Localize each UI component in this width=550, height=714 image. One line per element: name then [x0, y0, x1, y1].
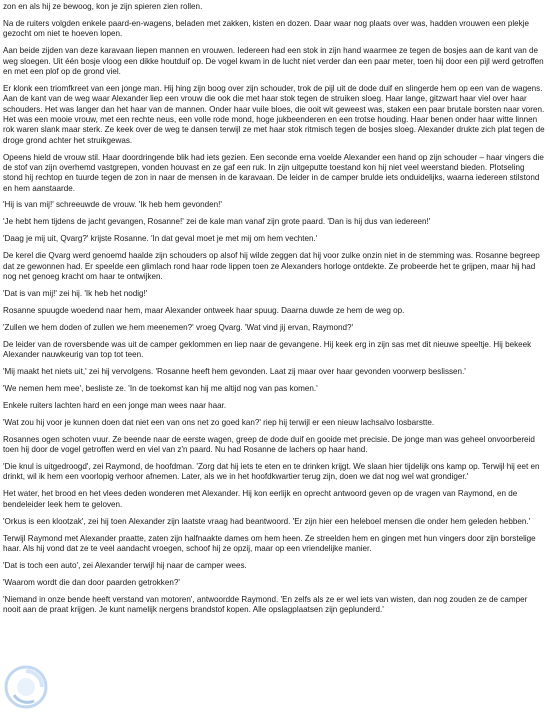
paragraph-22: Terwijl Raymond met Alexander praatte, zaten zijn halfnaakte dames om hem heen. Ze streelden hem en gingen met hun vingers door zijn borstelige haar. Als hij vond dat ze te veel aandacht vroegen, schoof hij ze opzij, maar op een vriendelijke manier.	[3, 533, 536, 553]
paragraph-6: 'Hij is van mij!' schreeuwde de vrouw. 'Ik heb hem gevonden!'	[3, 200, 222, 210]
paragraph-3: Aan beide zijden van deze karavaan liepen mannen en vrouwen. Iedereen had een stok in zijn hand waarmee ze tegen de bosjes aan de kant van de weg sloegen. Uit één bosje vloog een dikke houtduif op. De vogel kwam in de lucht niet verder dan een paar meter, toen hij door een pijl werd getroffen en met een plof op de grond viel.	[3, 46, 544, 76]
paragraph-10: 'Dat is van mij!' zei hij. 'Ik heb het nodig!'	[3, 288, 148, 298]
paragraph-4: Er klonk een triomfkreet van een jonge man. Hij hing zijn boog over zijn schouder, trok de pijl uit de dode duif en slingerde hem op een van de wagens. Aan de kant van de weg waar Alexander liep een vrouw die ook die met haar stok tegen de struiken sloeg. Haar lange, gitzwart haar viel over haar schouders. Het was langer dan het haar van de mannen. Onder haar vuile bloes, die ooit wit geweest was, staken een paar brutale borsten naar voren. Het was een mooie vrouw, met een rechte neus, een volle rode mond, hoge jukbeenderen en een trotse houding. Haar benen onder haar witte linnen rok waren slank maar sterk. Ze keek over de weg te dansen terwijl ze met haar stok ritmisch tegen de bosjes sloeg. Alexander drukte zich plat tegen de droge grond achter het struikgewas.	[3, 83, 545, 145]
paragraph-23: 'Dat is toch een auto', zei Alexander terwijl hij naar de camper wees.	[3, 560, 247, 570]
document-page	[3, 2, 546, 622]
paragraph-7: 'Je hebt hem tijdens de jacht gevangen, Rosanne!' zei de kale man vanaf zijn grote paard. 'Dan is hij dus van iedereen!'	[3, 217, 431, 227]
paragraph-2: Na de ruiters volgden enkele paard-en-wagens, beladen met zakken, kisten en dozen. Daar waar nog plaats over was, hadden vrouwen een plekje gezocht om niet te hoeven lopen.	[3, 18, 529, 39]
paragraph-18: Rosannes ogen schoten vuur. Ze beende naar de eerste wagen, greep de dode duif en gooide met precisie. De jonge man was geheel onvoorbereid toen hij door de vogel getroffen werd en viel van z'n paard. Nu had Rosanne de lachers op haar hand.	[3, 434, 535, 455]
paragraph-12: 'Zullen we hem doden of zullen we hem meenemen?' vroeg Qvarg. 'Wat vind jij ervan, Raymond?'	[3, 322, 354, 332]
paragraph-9: De kerel die Qvarg werd genoemd haalde zijn schouders op alsof hij wilde zeggen dat hij voor zulke onzin niet in de stemming was. Rosanne begreep dat ze gewonnen had. Er speelde een glimlach rond haar rode lippen toen ze Alexanders horloge ontdekte. Ze probeerde het te grijpen, maar hij had nog net genoeg kracht om haar te ontwijken.	[3, 251, 540, 281]
paragraph-13: De leider van de roversbende was uit de camper geklommen en liep naar de gevangene. Hij keek erg in zijn sas met dit nieuwe speeltje. Hij bekeek Alexander nauwkeurig van top tot teen.	[3, 339, 532, 360]
paragraph-15: 'We nemen hem mee', besliste ze. 'In de toekomst kan hij me altijd nog van pas komen.'	[3, 383, 318, 393]
paragraph-21: 'Orkus is een klootzak', zei hij toen Alexander zijn laatste vraag had beantwoord. 'Er zijn hier een heleboel mensen die onder hem geleden hebben.'	[3, 516, 531, 526]
paragraph-11: Rosanne spuugde woedend naar hem, maar Alexander ontweek haar spuug. Daarna duwde ze hem de weg op.	[3, 305, 405, 315]
paragraph-20: Het water, het brood en het vlees deden wonderen met Alexander. Hij kon eerlijk en oprecht antwoord geven op de vragen van Raymond, en de bendeleider leek hem te geloven.	[3, 489, 518, 509]
paragraph-24: 'Waarom wordt die dan door paarden getrokken?'	[3, 577, 180, 587]
paragraph-5: Opeens hield de vrouw stil. Haar doordringende blik had iets gezien. Een seconde erna voelde Alexander een hand op zijn schouder – haar vingers die de stof van zijn overhemd vastgrepen, vonden houvast en ze gaf een ruk. In zijn uitgeputte toestand kon hij niet veel weerstand bieden. Plotseling stond hij rechtop en tuurde tegen de zon in naar de mensen in de karavaan. De leider in de camper brulde iets onduidelijks, waarna iedereen stilstond en hem aanstaarde.	[3, 152, 544, 193]
paragraph-19: 'Die knul is uitgedroogd', zei Raymond, de hoofdman. 'Zorg dat hij iets te eten en te drinken krijgt. We slaan hier tijdelijk ons kamp op. Terwijl hij eet en drinkt, wil ik hem een voorlopig verhoor afnemen. Later, als we in het hoofdkwartier terug zijn, doen we dat nog wel wat grondiger.'	[3, 462, 540, 482]
paragraph-8: 'Daag je mij uit, Qvarg?' krijste Rosanne. 'In dat geval moet je met mij om hem vechten.'	[3, 234, 318, 244]
bol-com-logo-icon	[4, 665, 48, 709]
paragraph-16: Enkele ruiters lachten hard en een jonge man wees naar haar.	[3, 400, 227, 410]
paragraph-25: 'Niemand in onze bende heeft verstand van motoren', antwoordde Raymond. 'En zelfs als ze er wel iets van wisten, dan nog zouden ze de camper nooit aan de praat krijgen. Je kunt namelijk nergens brandstof kopen. Alle opslagplaatsen zijn geplunderd.'	[3, 594, 528, 615]
paragraph-14: 'Mij maakt het niets uit,' zei hij vervolgens. 'Rosanne heeft hem gevonden. Laat zij maar over haar gevonden voorwerp beslissen.'	[3, 367, 466, 376]
paragraph-17: 'Wat zou hij voor je kunnen doen dat niet een van ons net zo goed kan?' riep hij terwijl er een nieuw lachsalvo losbarstte.	[3, 417, 435, 427]
paragraph-1: zon en als hij ze bewoog, kon je zijn spieren zien rollen.	[3, 2, 203, 11]
